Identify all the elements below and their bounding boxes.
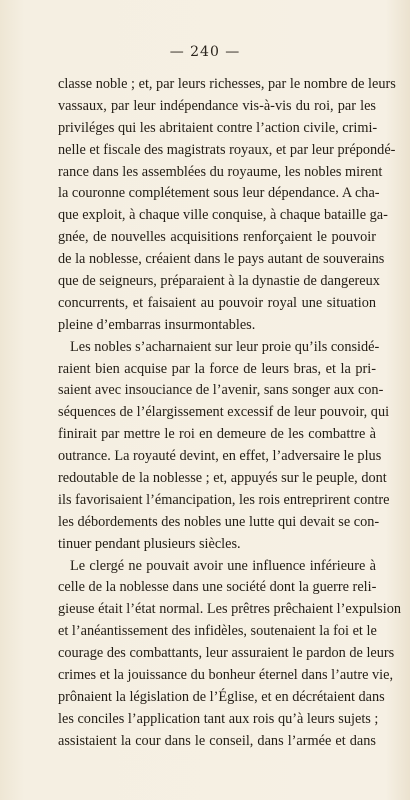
text-line: crimes et la jouissance du bonheur éternel dans l’autre vie, <box>58 667 394 684</box>
text-line: que de seigneurs, préparaient à la dynastie de dangereux <box>58 273 380 290</box>
text-line: raient bien acquise par la force de leurs bras, et la pri- <box>58 360 376 377</box>
text-line: concurrents, et faisaient au pouvoir royal une situation <box>58 294 376 311</box>
text-line: gieuse était l’état normal. Les prêtres prêchaient l’expulsion <box>58 601 401 618</box>
paragraph-1 <box>58 74 396 337</box>
text-line: la couronne complétement sous leur dépendance. A cha- <box>58 185 380 202</box>
text-line: priviléges qui les abritaient contre l’action civile, crimi- <box>58 119 378 136</box>
text-line: Le clergé ne pouvait avoir une influence inférieure à <box>70 557 376 574</box>
text-line: les conciles l’application tant aux rois qu’à leurs sujets ; <box>58 710 379 727</box>
text-line: redoutable de la noblesse ; et, appuyés sur le peuple, dont <box>58 470 387 487</box>
text-line: courage des combattants, leur assuraient le pardon de leurs <box>58 645 395 662</box>
text-line: gnée, de nouvelles acquisitions renforçaient le pouvoir <box>58 229 376 246</box>
text-line: finirait par mettre le roi en demeure de les combattre à <box>58 426 376 443</box>
text-line: assistaient la cour dans le conseil, dans l’armée et dans <box>58 732 376 749</box>
text-line: prônaient la législation de l’Église, et en décrétaient dans <box>58 688 385 705</box>
text-line: classe noble ; et, par leurs richesses, par le nombre de leurs <box>58 76 396 92</box>
text-line: outrance. La royauté devint, en effet, l’adversaire le plus <box>58 448 382 465</box>
text-line: les débordements des nobles une lutte qui devait se con- <box>58 513 380 530</box>
text-line: séquences de l’élargissement excessif de leur pouvoir, qui <box>58 404 390 421</box>
paragraph-2 <box>58 337 390 556</box>
paragraph-3 <box>58 556 401 753</box>
text-line: saient avec insouciance de l’avenir, sans songer aux con- <box>58 382 384 399</box>
body-text <box>58 74 401 753</box>
text-line: nelle et fiscale des magistrats royaux, et par leur prépondé- <box>58 141 396 158</box>
text-line: celle de la noblesse dans une société dont la guerre reli- <box>58 579 377 596</box>
text-line: vassaux, par leur indépendance vis-à-vis du roi, par les <box>58 97 376 114</box>
text-line: de la noblesse, créaient dans le pays autant de souverains <box>58 251 385 268</box>
text-line: et l’anéantissement des infidèles, soutenaient la foi et le <box>58 623 377 640</box>
text-line: ils favorisaient l’émancipation, les rois entreprirent contre <box>58 491 390 508</box>
text-line: rance dans les assemblées du royaume, les nobles mirent <box>58 163 383 180</box>
text-line: que exploit, à chaque ville conquise, à chaque bataille ga- <box>58 207 388 224</box>
text-line: pleine d’embarras insurmontables. <box>58 316 256 333</box>
page-number: — 240 — <box>169 44 241 60</box>
text-line: tinuer pendant plusieurs siècles. <box>58 535 241 552</box>
text-line: Les nobles s’acharnaient sur leur proie qu’ils considé- <box>70 338 380 355</box>
